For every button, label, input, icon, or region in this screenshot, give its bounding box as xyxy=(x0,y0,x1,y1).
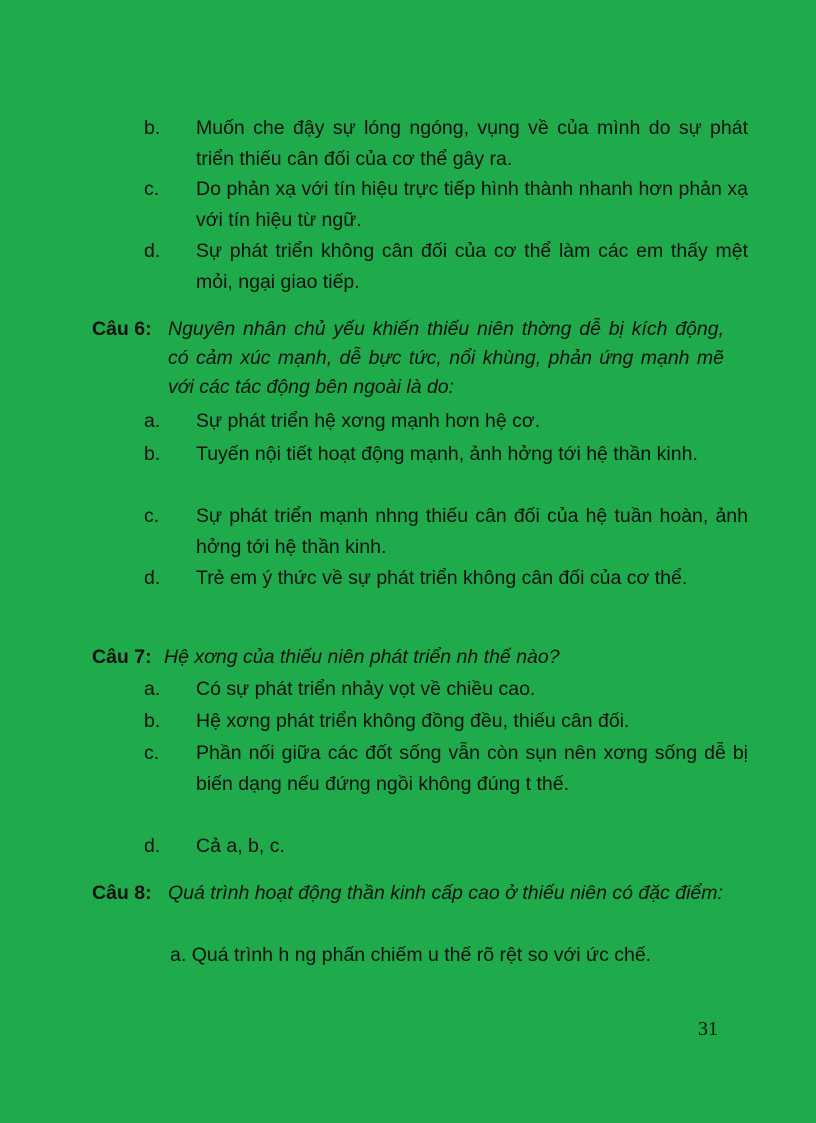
option-text: Sự phát triển không cân đối của cơ thể làm các em thấy mệt mỏi, ngại giao tiếp. xyxy=(196,240,748,293)
q6-option-a xyxy=(144,406,748,437)
option-label: d. xyxy=(144,567,161,589)
option-text: Trẻ em ý thức về sự phát triển không cân đối của cơ thể. xyxy=(196,567,688,589)
q5-option-d xyxy=(144,236,748,298)
q7-question xyxy=(92,643,724,672)
option-text: Muốn che đậy sự lóng ngóng, vụng về của mình do sự phát triển thiếu cân đối của cơ thể gây ra. xyxy=(196,117,748,170)
question-number: Câu 8: xyxy=(92,882,152,904)
option-label: a. xyxy=(144,678,161,700)
q6-option-d xyxy=(144,563,748,594)
option-text: Do phản xạ với tín hiệu trực tiếp hình thành nhanh hơn phản xạ với tín hiệu từ ngữ. xyxy=(196,178,748,231)
option-text: Phần nối giữa các đốt sống vẫn còn sụn nên xơng sống dễ bị biến dạng nếu đứng ngồi không đúng t thế. xyxy=(196,742,748,795)
option-text: Tuyến nội tiết hoạt động mạnh, ảnh hởng tới hệ thần kinh. xyxy=(196,443,698,465)
option-label: b. xyxy=(144,710,161,732)
option-label: c. xyxy=(144,178,160,200)
option-text: Có sự phát triển nhảy vọt về chiều cao. xyxy=(196,678,536,700)
option-label: d. xyxy=(144,835,161,857)
q5-option-c xyxy=(144,174,748,236)
question-number: Câu 7: xyxy=(92,646,152,668)
option-text: Quá trình h ng phấn chiếm u thế rõ rệt so với ức chế. xyxy=(191,944,652,966)
page-number: 31 xyxy=(698,1018,718,1040)
question-text: Hệ xơng của thiếu niên phát triển nh thế nào? xyxy=(164,646,560,668)
option-label: c. xyxy=(144,505,160,527)
question-text: Quá trình hoạt động thần kinh cấp cao ở thiếu niên có đặc điểm: xyxy=(168,882,723,904)
option-label: b. xyxy=(144,443,161,465)
question-number: Câu 6: xyxy=(92,318,152,340)
option-text: Cả a, b, c. xyxy=(196,835,285,857)
q6-question xyxy=(92,315,724,402)
option-label: a. xyxy=(170,944,187,966)
option-text: Sự phát triển mạnh nhng thiếu cân đối của hệ tuần hoàn, ảnh hởng tới hệ thần kinh. xyxy=(196,505,748,558)
option-text: Hệ xơng phát triển không đồng đều, thiếu cân đối. xyxy=(196,710,630,732)
q8-option-a xyxy=(170,940,730,971)
option-label: c. xyxy=(144,742,160,764)
q6-option-b xyxy=(144,439,748,470)
q6-option-c xyxy=(144,501,748,563)
option-text: Sự phát triển hệ xơng mạnh hơn hệ cơ. xyxy=(196,410,541,432)
q7-option-a xyxy=(144,674,748,705)
q7-option-b xyxy=(144,706,748,737)
option-label: b. xyxy=(144,117,161,139)
option-label: d. xyxy=(144,240,161,262)
q7-option-d xyxy=(144,831,748,862)
q5-option-b xyxy=(144,113,748,175)
q8-question xyxy=(92,879,724,908)
question-text: Nguyên nhân chủ yếu khiến thiếu niên thờng dễ bị kích động, có cảm xúc mạnh, dễ bực tức, nổi khùng, phản ứng mạnh mẽ với các tác động bên ngoài là do: xyxy=(168,318,724,398)
option-label: a. xyxy=(144,410,161,432)
q7-option-c xyxy=(144,738,748,800)
